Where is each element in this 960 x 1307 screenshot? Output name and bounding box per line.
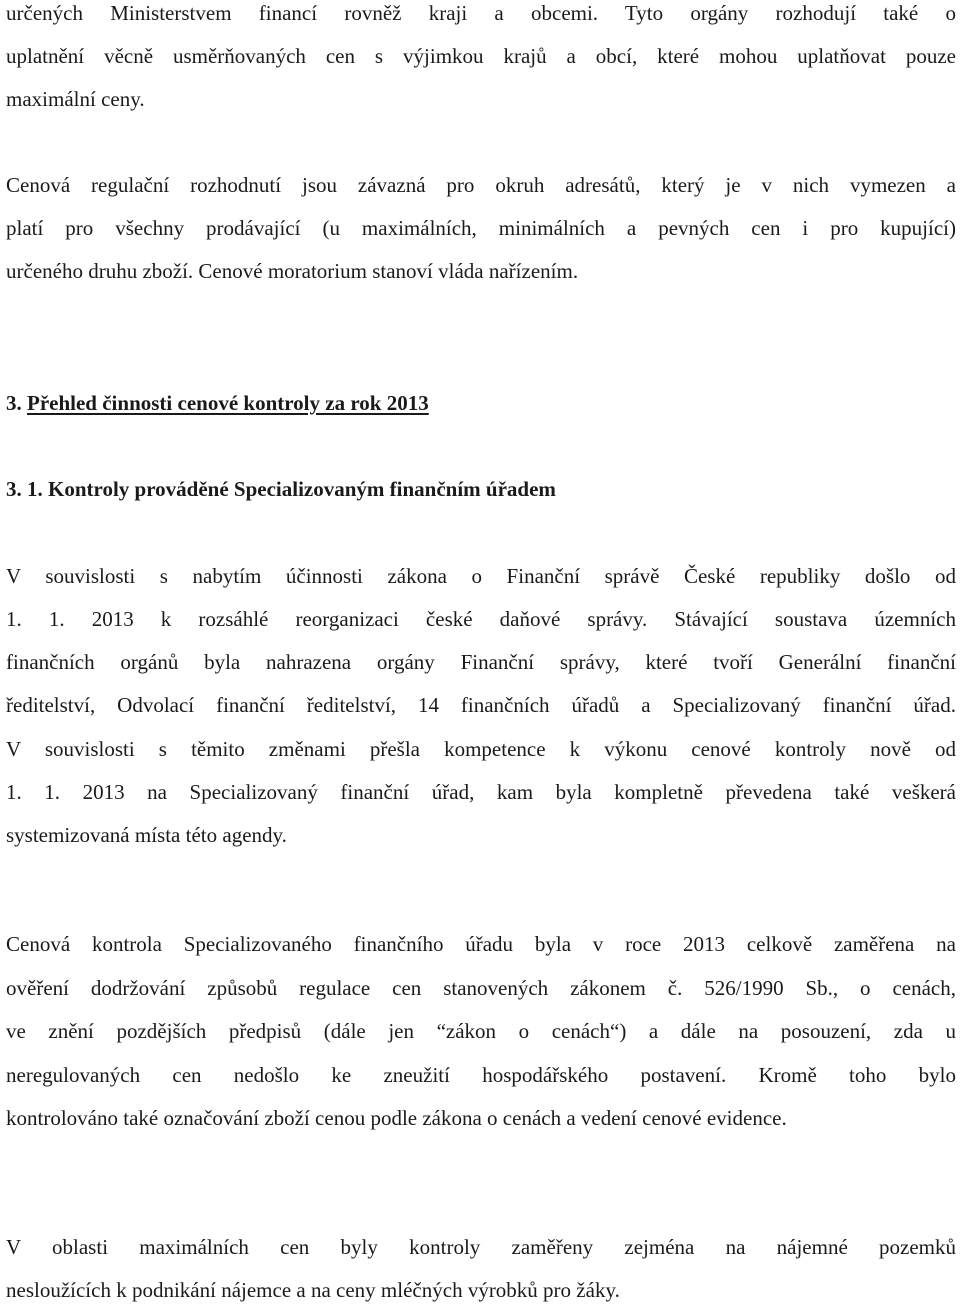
paragraph-3-line-1: V souvislosti s nabytím účinnosti zákona o Finanční správě České republiky došlo od (6, 564, 956, 588)
paragraph-3-line-4: ředitelství, Odvolací finanční ředitelství, 14 finančních úřadů a Specializovaný finanční úřad. (6, 693, 956, 717)
paragraph-4-line-3: ve znění pozdějších předpisů (dále jen “zákon o cenách“) a dále na posouzení, zda u (6, 1019, 956, 1043)
paragraph-1-line-3: maximální ceny. (6, 87, 145, 111)
paragraph-3-line-3: finančních orgánů byla nahrazena orgány Finanční správy, které tvoří Generální finanční (6, 650, 956, 674)
paragraph-1-line-2: uplatnění věcně usměrňovaných cen s výjimkou krajů a obcí, které mohou uplatňovat pouze (6, 44, 956, 68)
paragraph-4-line-4: neregulovaných cen nedošlo ke zneužití hospodářského postavení. Kromě toho bylo (6, 1063, 956, 1087)
section-number: 3. (6, 391, 22, 415)
paragraph-5-line-2: nesloužících k podnikání nájemce a na ceny mléčných výrobků pro žáky. (6, 1278, 620, 1302)
paragraph-3-line-5: V souvislosti s těmito změnami přešla kompetence k výkonu cenové kontroly nově od (6, 737, 956, 761)
paragraph-3-line-6: 1. 1. 2013 na Specializovaný finanční úřad, kam byla kompletně převedena také veškerá (6, 780, 956, 804)
paragraph-5-line-1: V oblasti maximálních cen byly kontroly zaměřeny zejména na nájemné pozemků (6, 1235, 956, 1259)
paragraph-3-line-7: systemizovaná místa této agendy. (6, 823, 287, 847)
paragraph-2-line-2: platí pro všechny prodávající (u maximálních, minimálních a pevných cen i pro kupující) (6, 216, 956, 240)
section-title: Přehled činnosti cenové kontroly za rok 2013 (27, 391, 429, 415)
section-heading (6, 390, 956, 416)
paragraph-2-line-1: Cenová regulační rozhodnutí jsou závazná pro okruh adresátů, který je v nich vymezen a (6, 173, 956, 197)
paragraph-4-line-1: Cenová kontrola Specializovaného finančního úřadu byla v roce 2013 celkově zaměřena na (6, 932, 956, 956)
paragraph-2-line-3: určeného druhu zboží. Cenové moratorium stanoví vláda nařízením. (6, 259, 579, 283)
paragraph-3-line-2: 1. 1. 2013 k rozsáhlé reorganizaci české daňové správy. Stávající soustava územních (6, 607, 956, 631)
paragraph-4-line-2: ověření dodržování způsobů regulace cen stanovených zákonem č. 526/1990 Sb., o cenách, (6, 976, 956, 1000)
paragraph-1-line-1: určených Ministerstvem financí rovněž kraji a obcemi. Tyto orgány rozhodují také o (6, 1, 956, 25)
paragraph-4-line-5: kontrolováno také označování zboží cenou podle zákona o cenách a vedení cenové evidence. (6, 1106, 787, 1130)
subsection-heading: 3. 1. Kontroly prováděné Specializovaným finančním úřadem (6, 477, 556, 501)
